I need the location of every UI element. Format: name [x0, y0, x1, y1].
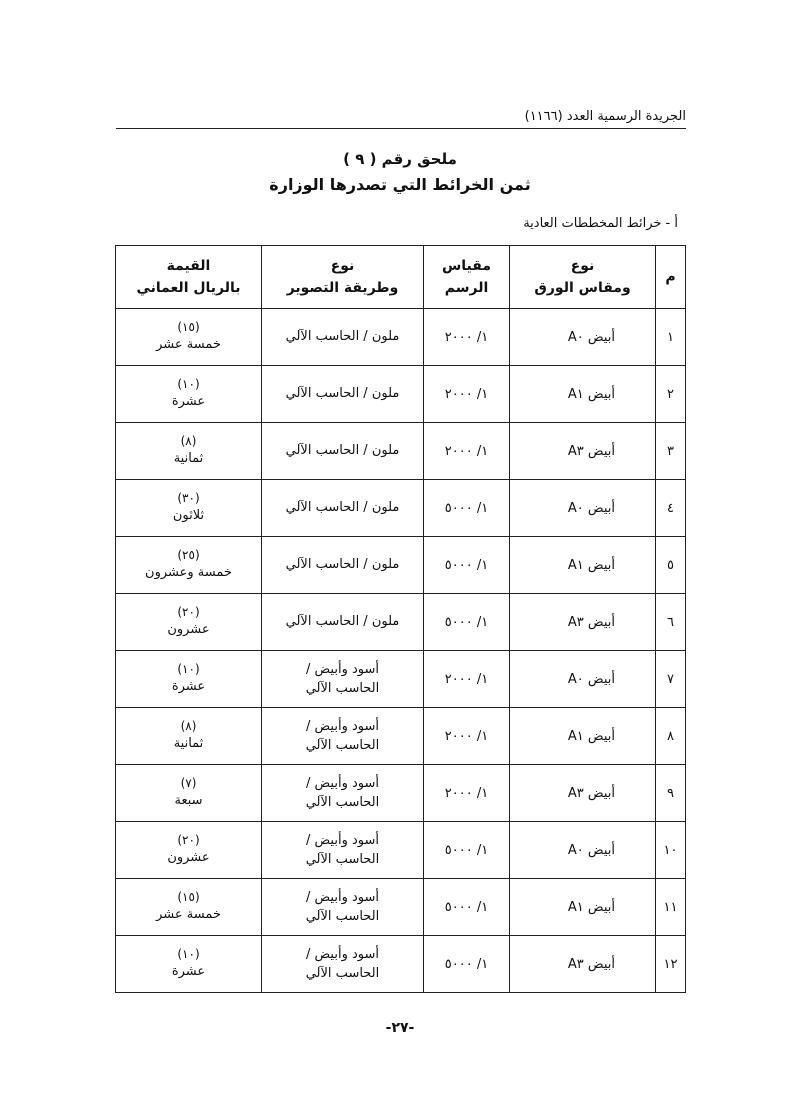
table-row	[116, 594, 686, 651]
paper-type-cell: أبيض A٣	[510, 765, 656, 822]
paper-type-cell: أبيض A٠	[510, 651, 656, 708]
value-words: عشرة	[171, 393, 206, 409]
cell-line: ملون / الحاسب الآلي	[285, 443, 400, 459]
paper-type-cell: أبيض A٠	[510, 480, 656, 537]
scale-cell: ١/ ٥٠٠٠	[424, 936, 510, 993]
cell-line: ملون / الحاسب الآلي	[285, 614, 400, 630]
row-number: ٣	[656, 423, 686, 480]
table-row	[116, 423, 686, 480]
table-row	[116, 480, 686, 537]
row-number: ٦	[656, 594, 686, 651]
cell-line: ومقاس الورق	[534, 280, 631, 296]
page-title: ثمن الخرائط التي تصدرها الوزارة	[269, 175, 531, 194]
row-number: ٨	[656, 708, 686, 765]
cell-line: ملون / الحاسب الآلي	[285, 500, 400, 516]
cell-line: بالريال العماني	[136, 280, 241, 296]
value-number: (٨)	[180, 719, 197, 734]
paper-type-cell: أبيض A٣	[510, 594, 656, 651]
print-type-cell	[262, 879, 424, 936]
print-type-cell	[262, 366, 424, 423]
table-row	[116, 651, 686, 708]
row-number: ٤	[656, 480, 686, 537]
print-type-cell	[262, 423, 424, 480]
value-words: ثلاثون	[172, 507, 205, 523]
cell-line: الحاسب الآلي	[305, 738, 380, 753]
row-number: ١٠	[656, 822, 686, 879]
scale-cell: ١/ ٢٠٠٠	[424, 366, 510, 423]
print-type-cell	[262, 594, 424, 651]
table-row	[116, 309, 686, 366]
cell-line: أسود وأبيض /	[305, 661, 379, 677]
value-cell	[116, 651, 262, 708]
cell-line: وطريقة التصوير	[286, 280, 399, 296]
value-cell	[116, 423, 262, 480]
value-words: عشرون	[167, 621, 210, 637]
value-number: (١٥)	[177, 320, 200, 335]
value-cell	[116, 708, 262, 765]
scale-cell: ١/ ٥٠٠٠	[424, 480, 510, 537]
value-number: (٢٠)	[177, 833, 200, 848]
table-row	[116, 366, 686, 423]
section-label: أ - خرائط المخططات العادية	[523, 216, 678, 231]
value-number: (١٠)	[177, 377, 200, 392]
value-number: (٢٠)	[177, 605, 200, 620]
value-cell	[116, 594, 262, 651]
cell-line: الحاسب الآلي	[305, 852, 380, 867]
value-words: عشرون	[167, 849, 210, 865]
value-cell	[116, 765, 262, 822]
value-number: (٢٥)	[177, 548, 200, 563]
header-scale	[424, 246, 510, 309]
paper-type-cell: أبيض A١	[510, 537, 656, 594]
value-number: (٣٠)	[177, 491, 200, 506]
page-header	[116, 104, 686, 129]
scale-cell: ١/ ٢٠٠٠	[424, 309, 510, 366]
row-number: ١٢	[656, 936, 686, 993]
scale-cell: ١/ ٢٠٠٠	[424, 423, 510, 480]
print-type-cell	[262, 651, 424, 708]
cell-line: الحاسب الآلي	[305, 681, 380, 696]
header-num-text: م	[665, 268, 676, 285]
paper-type-cell: أبيض A١	[510, 879, 656, 936]
cell-line: نوع	[330, 257, 355, 274]
scale-cell: ١/ ٢٠٠٠	[424, 765, 510, 822]
value-cell	[116, 537, 262, 594]
header-type	[262, 246, 424, 309]
row-number: ١	[656, 309, 686, 366]
cell-line: مقياس	[441, 257, 492, 274]
cell-line: أسود وأبيض /	[305, 832, 379, 848]
value-words: سبعة	[174, 792, 203, 808]
value-number: (١٠)	[177, 662, 200, 677]
table-header-row	[116, 246, 686, 309]
value-number: (٧)	[180, 776, 197, 791]
print-type-cell	[262, 309, 424, 366]
row-number: ٢	[656, 366, 686, 423]
table-row	[116, 822, 686, 879]
value-number: (١٠)	[177, 947, 200, 962]
row-number: ٩	[656, 765, 686, 822]
table-row	[116, 537, 686, 594]
cell-line: الحاسب الآلي	[305, 795, 380, 810]
header-text: الجريدة الرسمية العدد (١١٦٦)	[524, 108, 686, 124]
paper-type-cell: أبيض A٣	[510, 936, 656, 993]
scale-cell: ١/ ٥٠٠٠	[424, 594, 510, 651]
value-words: خمسة وعشرون	[145, 564, 232, 580]
cell-line: ملون / الحاسب الآلي	[285, 557, 400, 573]
price-table	[115, 245, 686, 993]
print-type-cell	[262, 537, 424, 594]
value-number: (٨)	[180, 434, 197, 449]
table-row	[116, 936, 686, 993]
print-type-cell	[262, 765, 424, 822]
value-words: عشرة	[171, 963, 206, 979]
cell-line: نوع	[570, 257, 595, 274]
paper-type-cell: أبيض A١	[510, 708, 656, 765]
row-number: ٧	[656, 651, 686, 708]
value-cell	[116, 879, 262, 936]
cell-line: ملون / الحاسب الآلي	[285, 386, 400, 402]
cell-line: أسود وأبيض /	[305, 889, 379, 905]
value-cell	[116, 936, 262, 993]
scale-cell: ١/ ٥٠٠٠	[424, 822, 510, 879]
value-words: ثمانية	[173, 735, 204, 751]
header-value	[116, 246, 262, 309]
cell-line: الرسم	[444, 280, 489, 296]
row-number: ١١	[656, 879, 686, 936]
paper-type-cell: أبيض A٣	[510, 423, 656, 480]
table-row	[116, 708, 686, 765]
cell-line: الحاسب الآلي	[305, 966, 380, 981]
row-number: ٥	[656, 537, 686, 594]
header-paper	[510, 246, 656, 309]
scale-cell: ١/ ٥٠٠٠	[424, 537, 510, 594]
paper-type-cell: أبيض A٠	[510, 309, 656, 366]
print-type-cell	[262, 708, 424, 765]
page-number: -٢٧-	[385, 1020, 415, 1036]
cell-line: الحاسب الآلي	[305, 909, 380, 924]
cell-line: القيمة	[166, 257, 211, 274]
value-cell	[116, 366, 262, 423]
print-type-cell	[262, 936, 424, 993]
value-number: (١٥)	[177, 890, 200, 905]
value-cell	[116, 309, 262, 366]
value-words: خمسة عشر	[156, 336, 221, 352]
scale-cell: ١/ ٢٠٠٠	[424, 708, 510, 765]
scale-cell: ١/ ٢٠٠٠	[424, 651, 510, 708]
scale-cell: ١/ ٥٠٠٠	[424, 879, 510, 936]
paper-type-cell: أبيض A٠	[510, 822, 656, 879]
value-cell	[116, 822, 262, 879]
paper-type-cell: أبيض A١	[510, 366, 656, 423]
value-words: ثمانية	[173, 450, 204, 466]
value-words: عشرة	[171, 678, 206, 694]
cell-line: أسود وأبيض /	[305, 718, 379, 734]
print-type-cell	[262, 480, 424, 537]
table-row	[116, 879, 686, 936]
annex-title: ملحق رقم ( ٩ )	[343, 150, 457, 168]
value-cell	[116, 480, 262, 537]
cell-line: ملون / الحاسب الآلي	[285, 329, 400, 345]
value-words: خمسة عشر	[156, 906, 221, 922]
cell-line: أسود وأبيض /	[305, 946, 379, 962]
header-num	[656, 246, 686, 309]
cell-line: أسود وأبيض /	[305, 775, 379, 791]
print-type-cell	[262, 822, 424, 879]
table-row	[116, 765, 686, 822]
